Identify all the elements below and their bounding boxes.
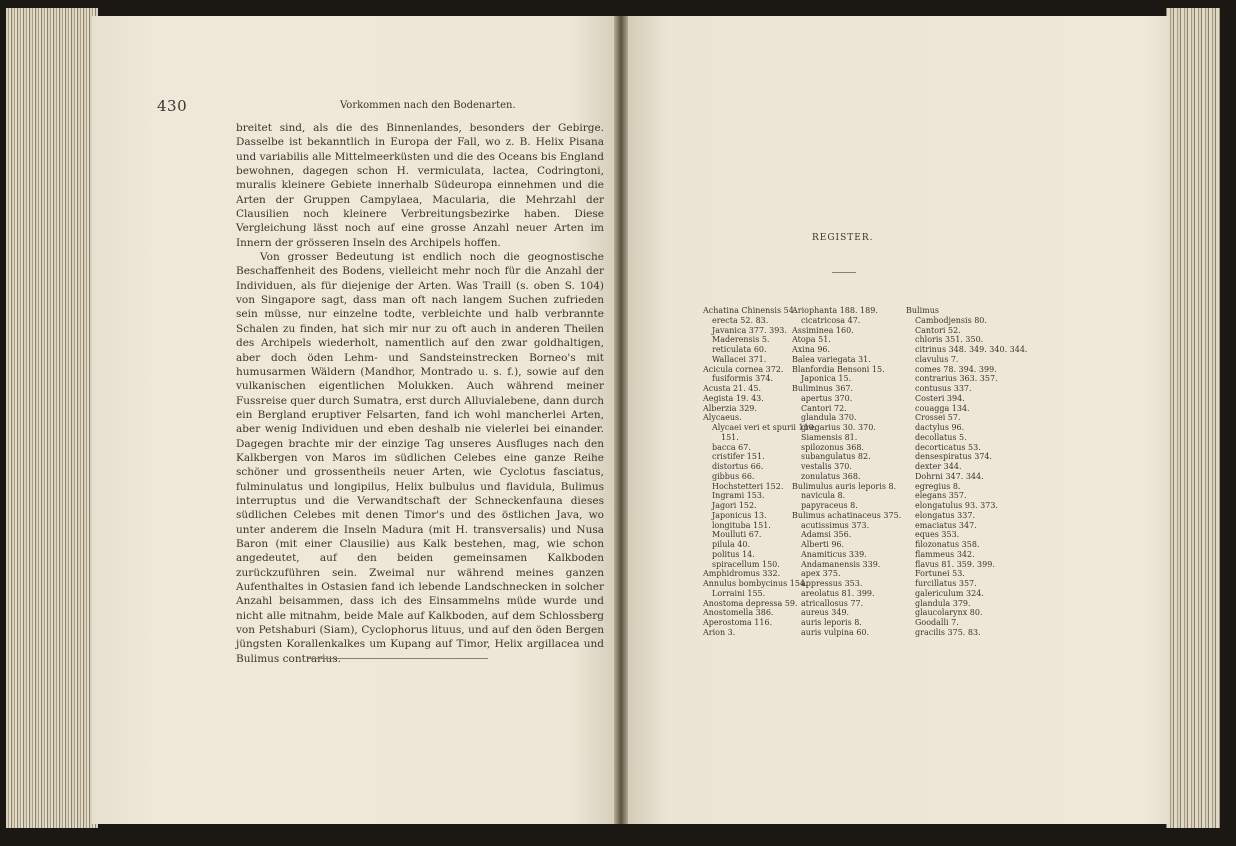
index-entry: politus 14. bbox=[712, 549, 755, 559]
index-entry: Adamsi 356. bbox=[801, 530, 852, 540]
index-entry: flammeus 342. bbox=[915, 549, 975, 559]
page-stack-left bbox=[6, 8, 98, 828]
index-entry: Goodalli 7. bbox=[915, 618, 959, 627]
index-entry: apex 375. bbox=[801, 569, 841, 579]
index-entry: Andamanensis 339. bbox=[801, 559, 881, 569]
index-entry: Arion 3. bbox=[703, 627, 736, 637]
paragraph: breitet sind, als die des Binnenlandes, besonders der Gebirge. Dasselbe ist bekanntlich in Europa der Fall, wo z. B. Helix Pisana und variabilis alle Mittelmeerküsten und die des Oceans bis England bewohnen, dagegen schon H. vermiculata, lactea, Codringtoni, muralis kleinere Gebiete innerhalb Südeuropa einnehmen und die Arten der Gruppen Campylaea, Macularia, die Mehrzahl der Clausilien noch kleinere Verbreitungsbezirke haben. Diese Vergleichung lässt noch auf eine grosse Anzahl neuer Arten im Innern der grösseren Inseln des Archipels hoffen. bbox=[236, 122, 604, 249]
index-entry: glaucolarynx 80. bbox=[915, 608, 983, 618]
index-entry: Maderensis 5. bbox=[712, 335, 770, 345]
index-entry: papyraceus 8. bbox=[801, 501, 858, 510]
index-entry: elongatulus 93. 373. bbox=[915, 501, 998, 510]
index-entry: reticulata 60. bbox=[712, 345, 767, 354]
index-entry: pilula 40. bbox=[712, 540, 750, 549]
index-entry: navicula 8. bbox=[801, 491, 846, 501]
index-entry: Acicula cornea 372. bbox=[703, 364, 784, 374]
paragraph: Von grosser Bedeutung ist endlich noch die geognostische Beschaffenheit des Bodens, vielleicht mehr noch für die Anzahl der Individuen, als für diejenige der Arten. Was Traill (s. oben S. 104) von Singapore sagt, dass man oft nach langem Suchen zufrieden sein müsse, nur einzelne todte, verbleichte und halb verbrannte Schalen zu finden, hat sich mir nur zu oft auch in anderen Theilen des Archipels wiederholt, namentlich auf den zwar goldhaltigen, aber doch öden Lehm- und Sandsteinstrecken Borneo's mit humusarmen Wäldern (Mandhor, Montrado u. s. f.), sowie auf den vulkanischen eigentlichen Molukken. Auch während meiner Fussreise quer durch Sumatra, erst durch Alluvialebene, dann durch ein Bergland eruptiver Felsarten, fand ich wohl mancherlei Arten, aber wenig Individuen und eben deshalb nie vielerlei bei einander. Dagegen brachte mir der einzige Tag unseres Ausfluges nach den Kalkbergen von Maros im südlichen Celebes eine ganze Reihe schöner und grossentheils neuer Arten, wie Cyclotus fasciatus, fulminulatus und longipilus, Helix bulbulus und flavidula, Bulimus interruptus und die Verwandtschaft der Schneckenfauna dieses südlichen Celebes mit denen Timor's und des östlichen Java, wo unter anderem die Inseln Madura (mit H. transversalis) und Nusa Baron (mit einer Clausilie) aus Kalk bestehen, mag, wie schon angedeutet, auf den beiden gemeinsamen Kalkboden zurückzuführen sein. Zweimal nur während meines ganzen Aufenthaltes in Ostasien fand ich lebende Landschnecken in solcher Anzahl beisammen, dass ich des Einsammelns müde wurde und nicht alle mitnahm, beide Male auf Kalkboden, auf dem Schlossberg von Petshaburi (Siam), Cyclophorus lituus, und auf den öden Bergen jüngsten Korallenkalkes um Kupang auf Timor, Helix argillacea und Bulimus contrarius. bbox=[236, 251, 604, 665]
running-head: Vorkommen nach den Bodenarten. bbox=[340, 100, 516, 111]
index-entry: erecta 52. 83. bbox=[712, 315, 769, 325]
index-entry: Lorraini 155. bbox=[712, 588, 766, 598]
index-entry: Achatina Chinensis 54. bbox=[703, 306, 797, 315]
index-entry: Alycaei veri et spurii 110. bbox=[712, 423, 817, 432]
index-entry: Alycaeus. bbox=[703, 413, 742, 423]
page-stack-right bbox=[1166, 8, 1220, 828]
index-entry: Costeri 394. bbox=[915, 393, 965, 403]
index-entry: Hochstetteri 152. bbox=[712, 481, 784, 491]
index-entry: Cantori 52. bbox=[915, 325, 961, 335]
index-entry: Ariophanta 188. 189. bbox=[792, 306, 878, 315]
index-entry: Alberti 96. bbox=[801, 540, 845, 549]
index-entry: elegans 357. bbox=[915, 491, 967, 501]
index-entry: Amphidromus 332. bbox=[703, 569, 781, 579]
index-entry: apertus 370. bbox=[801, 393, 853, 403]
index-entry: clavulus 7. bbox=[915, 354, 959, 364]
index-entry: furcillatus 357. bbox=[915, 579, 977, 588]
index-entry: Aperostoma 116. bbox=[703, 618, 773, 627]
index-entry: bacca 67. bbox=[712, 442, 751, 452]
index-entry: Crossei 57. bbox=[915, 413, 961, 423]
index-entry: flavus 81. 359. 399. bbox=[915, 559, 995, 569]
index-entry: Fortunei 53. bbox=[915, 569, 965, 579]
book-gutter bbox=[614, 16, 628, 824]
index-entry: spilozonus 368. bbox=[801, 442, 864, 452]
index-entry: aureus 349. bbox=[801, 608, 850, 618]
index-entry: contusus 337. bbox=[915, 384, 972, 393]
index-entry: appressus 353. bbox=[801, 579, 863, 588]
index-entry: 151. bbox=[721, 432, 739, 442]
index-entry: zonulatus 368. bbox=[801, 471, 861, 481]
page-number: 430 bbox=[157, 97, 188, 115]
index-entry: auris leporis 8. bbox=[801, 618, 862, 627]
index-entry: atricallosus 77. bbox=[801, 598, 864, 608]
index-entry: gregarius 30. 370. bbox=[801, 423, 876, 432]
index-entry: galericulum 324. bbox=[915, 588, 984, 598]
index-entry: Assiminea 160. bbox=[792, 325, 854, 335]
index-entry: subangulatus 82. bbox=[801, 452, 871, 462]
index-entry: areolatus 81. 399. bbox=[801, 588, 875, 598]
index-entry: Siamensis 81. bbox=[801, 432, 858, 442]
index-entry: Axina 96. bbox=[792, 345, 831, 354]
index-entry: chloris 351. 350. bbox=[915, 335, 984, 345]
index-entry: couagga 134. bbox=[915, 403, 970, 413]
index-column-3 bbox=[906, 306, 1027, 638]
index-entry: emaciatus 347. bbox=[915, 520, 977, 530]
title-rule bbox=[832, 272, 856, 273]
index-entry: Dohrni 347. 344. bbox=[915, 471, 984, 481]
index-entry: densespiratus 374. bbox=[915, 452, 993, 462]
index-entry: filozonatus 358. bbox=[915, 540, 980, 549]
index-entry: Javanica 377. 393. bbox=[712, 325, 787, 335]
index-entry: Bulimus achatinaceus 375. bbox=[792, 510, 902, 520]
index-entry: Annulus bombycinus 154. bbox=[703, 579, 808, 588]
body-text bbox=[236, 121, 604, 666]
register-title: REGISTER. bbox=[812, 233, 874, 243]
index-entry: distortus 66. bbox=[712, 462, 764, 471]
index-entry: elongatus 337. bbox=[915, 510, 975, 520]
index-entry: fusiformis 374. bbox=[712, 374, 773, 384]
index-entry: Balea variegata 31. bbox=[792, 354, 871, 364]
index-entry: gibbus 66. bbox=[712, 471, 755, 481]
index-entry: Anamiticus 339. bbox=[801, 549, 867, 559]
index-entry: citrinus 348. 349. 340. 344. bbox=[915, 345, 1028, 354]
index-entry: Wallacei 371. bbox=[712, 354, 767, 364]
index-entry: Japonica 15. bbox=[801, 374, 852, 384]
index-entry: Anostoma depressa 59. bbox=[703, 598, 798, 608]
end-rule bbox=[308, 658, 488, 659]
index-entry: contrarius 363. 357. bbox=[915, 374, 998, 384]
index-entry: longituba 151. bbox=[712, 520, 771, 530]
index-entry: Moulluti 67. bbox=[712, 530, 762, 540]
index-entry: Blanfordia Bensoni 15. bbox=[792, 364, 885, 374]
index-entry: Alberzia 329. bbox=[703, 403, 757, 413]
index-entry: comes 78. 394. 399. bbox=[915, 364, 997, 374]
index-entry: Atopa 51. bbox=[792, 335, 831, 345]
index-entry: Acusta 21. 45. bbox=[703, 384, 762, 393]
index-entry: dexter 344. bbox=[915, 462, 962, 471]
index-entry: cicatricosa 47. bbox=[801, 315, 861, 325]
index-entry: Ingrami 153. bbox=[712, 491, 765, 501]
index-column-2 bbox=[792, 306, 901, 638]
index-entry: spiracellum 150. bbox=[712, 559, 780, 569]
index-entry: decorticatus 53. bbox=[915, 442, 981, 452]
index-entry: glandula 370. bbox=[801, 413, 857, 423]
index-entry: glandula 379. bbox=[915, 598, 971, 608]
index-entry: vestalis 370. bbox=[801, 462, 852, 471]
index-entry: Cambodjensis 80. bbox=[915, 315, 987, 325]
index-entry: decollatus 5. bbox=[915, 432, 967, 442]
index-entry: Bulimus bbox=[906, 306, 939, 315]
index-entry: Jagori 152. bbox=[712, 501, 757, 510]
index-entry: cristifer 151. bbox=[712, 452, 765, 462]
index-entry: Bulimulus auris leporis 8. bbox=[792, 481, 897, 491]
index-entry: egregius 8. bbox=[915, 481, 961, 491]
index-entry: Cantori 72. bbox=[801, 403, 847, 413]
index-entry: auris vulpina 60. bbox=[801, 627, 870, 637]
index-entry: Aegista 19. 43. bbox=[703, 393, 764, 403]
index-entry: dactylus 96. bbox=[915, 423, 965, 432]
index-entry: Buliminus 367. bbox=[792, 384, 854, 393]
index-entry: Anostomella 386. bbox=[703, 608, 774, 618]
index-entry: gracilis 375. 83. bbox=[915, 627, 981, 637]
index-entry: acutissimus 373. bbox=[801, 520, 870, 530]
index-entry: Japonicus 13. bbox=[712, 510, 767, 520]
index-entry: eques 353. bbox=[915, 530, 960, 540]
